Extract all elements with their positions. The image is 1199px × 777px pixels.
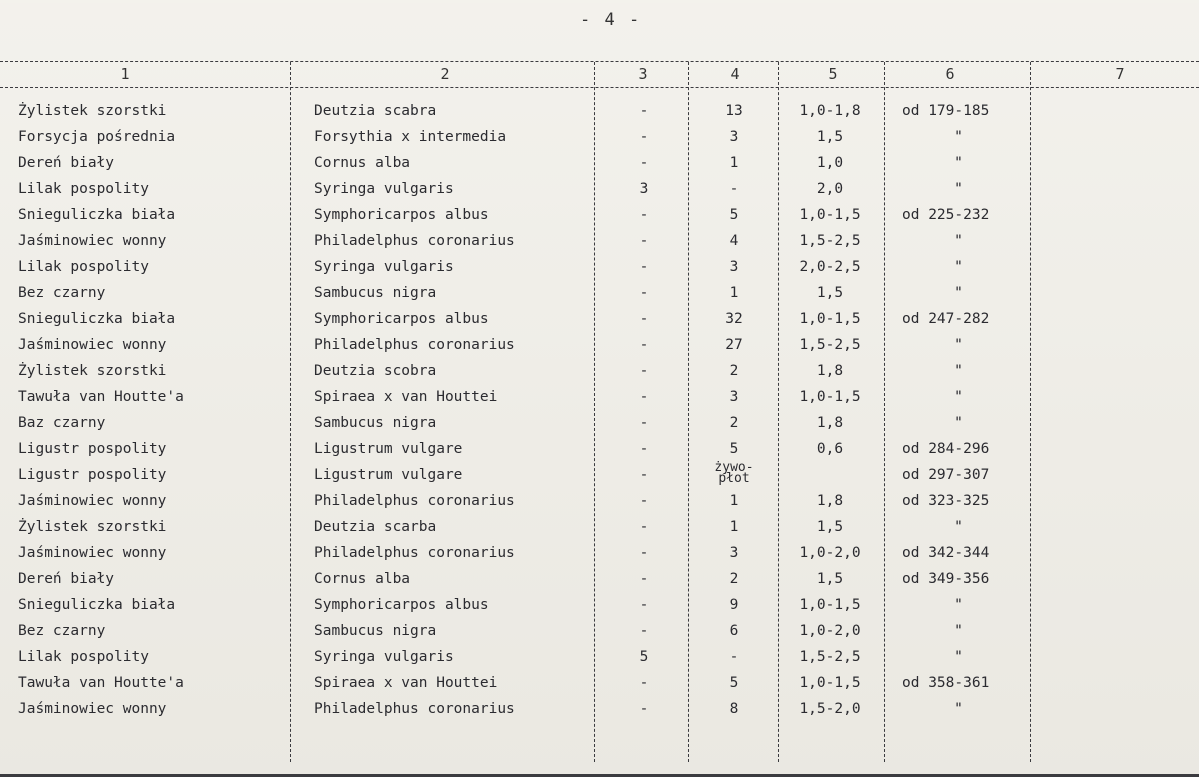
- row-13-latin-name: Sambucus nigra: [314, 415, 437, 431]
- row-11-latin-name: Deutzia scobra: [314, 363, 437, 379]
- row-11-polish-name: Żylistek szorstki: [18, 363, 167, 379]
- row-20-latin-name: Symphoricarpos albus: [314, 597, 489, 613]
- row-24-col4: 8: [729, 701, 739, 717]
- row-21-col3: -: [639, 623, 649, 639]
- row-9-polish-name: Snieguliczka biała: [18, 311, 176, 327]
- row-24-col3: -: [639, 701, 649, 717]
- row-6-col4: 4: [729, 233, 739, 249]
- row-5-col5: 1,0-1,5: [799, 207, 861, 223]
- row-21-col6: ": [954, 623, 963, 639]
- row-12-col6: ": [954, 389, 963, 405]
- row-21-col5: 1,0-2,0: [799, 623, 861, 639]
- row-20-col5: 1,0-1,5: [799, 597, 861, 613]
- row-4-polish-name: Lilak pospolity: [18, 181, 149, 197]
- row-14-polish-name: Ligustr pospolity: [18, 441, 167, 457]
- row-24-col5: 1,5-2,0: [799, 701, 861, 717]
- row-13-col4: 2: [729, 415, 739, 431]
- row-19-col4: 2: [729, 571, 739, 587]
- row-2-latin-name: Forsythia x intermedia: [314, 129, 507, 145]
- row-3-polish-name: Dereń biały: [18, 155, 115, 171]
- row-5-col6: od 225-232: [902, 207, 990, 223]
- row-4-col4: -: [729, 181, 739, 197]
- row-6-col3: -: [639, 233, 649, 249]
- row-23-latin-name: Spiraea x van Houttei: [314, 675, 498, 691]
- column-header-5: 5: [828, 65, 838, 83]
- row-17-col3: -: [639, 519, 649, 535]
- row-6-col5: 1,5-2,5: [799, 233, 861, 249]
- row-21-col4: 6: [729, 623, 739, 639]
- row-8-polish-name: Bez czarny: [18, 285, 106, 301]
- row-2-col6: ": [954, 129, 963, 145]
- row-9-col3: -: [639, 311, 649, 327]
- row-6-latin-name: Philadelphus coronarius: [314, 233, 515, 249]
- column-divider-3-4: [688, 62, 689, 762]
- column-divider-5-6: [884, 62, 885, 762]
- row-22-latin-name: Syringa vulgaris: [314, 649, 454, 665]
- row-10-polish-name: Jaśminowiec wonny: [18, 337, 167, 353]
- row-8-col6: ": [954, 285, 963, 301]
- row-22-col3: 5: [639, 649, 649, 665]
- row-13-col3: -: [639, 415, 649, 431]
- row-4-latin-name: Syringa vulgaris: [314, 181, 454, 197]
- row-5-col4: 5: [729, 207, 739, 223]
- row-16-polish-name: Jaśminowiec wonny: [18, 493, 167, 509]
- row-19-polish-name: Dereń biały: [18, 571, 115, 587]
- row-14-col6: od 284-296: [902, 441, 990, 457]
- row-7-polish-name: Lilak pospolity: [18, 259, 149, 275]
- row-9-col5: 1,0-1,5: [799, 311, 861, 327]
- row-2-polish-name: Forsycja pośrednia: [18, 129, 176, 145]
- row-20-col3: -: [639, 597, 649, 613]
- row-1-polish-name: Żylistek szorstki: [18, 103, 167, 119]
- row-6-col6: ": [954, 233, 963, 249]
- row-23-col5: 1,0-1,5: [799, 675, 861, 691]
- row-20-col4: 9: [729, 597, 739, 613]
- row-22-col5: 1,5-2,5: [799, 649, 861, 665]
- row-17-col4: 1: [729, 519, 739, 535]
- row-14-latin-name: Ligustrum vulgare: [314, 441, 463, 457]
- row-7-col3: -: [639, 259, 649, 275]
- row-17-polish-name: Żylistek szorstki: [18, 519, 167, 535]
- row-8-col4: 1: [729, 285, 739, 301]
- header-top-rule: [0, 61, 1199, 62]
- column-divider-4-5: [778, 62, 779, 762]
- row-16-latin-name: Philadelphus coronarius: [314, 493, 515, 509]
- row-20-col6: ": [954, 597, 963, 613]
- row-18-col6: od 342-344: [902, 545, 990, 561]
- row-12-latin-name: Spiraea x van Houttei: [314, 389, 498, 405]
- row-24-latin-name: Philadelphus coronarius: [314, 701, 515, 717]
- row-17-latin-name: Deutzia scarba: [314, 519, 437, 535]
- row-2-col4: 3: [729, 129, 739, 145]
- row-1-latin-name: Deutzia scabra: [314, 103, 437, 119]
- row-1-col6: od 179-185: [902, 103, 990, 119]
- row-22-col6: ": [954, 649, 963, 665]
- row-15-col4-line1: żywo-: [714, 460, 754, 475]
- row-9-col4: 32: [725, 311, 743, 327]
- row-3-col4: 1: [729, 155, 739, 171]
- column-divider-2-3: [594, 62, 595, 762]
- row-13-col6: ": [954, 415, 963, 431]
- row-13-polish-name: Baz czarny: [18, 415, 106, 431]
- row-3-col6: ": [954, 155, 963, 171]
- row-1-col3: -: [639, 103, 649, 119]
- row-10-col5: 1,5-2,5: [799, 337, 861, 353]
- row-6-polish-name: Jaśminowiec wonny: [18, 233, 167, 249]
- row-18-col5: 1,0-2,0: [799, 545, 861, 561]
- row-12-col4: 3: [729, 389, 739, 405]
- row-4-col6: ": [954, 181, 963, 197]
- row-8-latin-name: Sambucus nigra: [314, 285, 437, 301]
- row-19-col5: 1,5: [816, 571, 844, 587]
- row-10-col3: -: [639, 337, 649, 353]
- row-12-polish-name: Tawuła van Houtte'a: [18, 389, 184, 405]
- row-15-col4-line2: płot: [718, 471, 750, 486]
- row-14-col5: 0,6: [816, 441, 844, 457]
- row-2-col5: 1,5: [816, 129, 844, 145]
- row-22-col4: -: [729, 649, 739, 665]
- column-header-6: 6: [945, 65, 955, 83]
- row-19-col6: od 349-356: [902, 571, 990, 587]
- column-header-1: 1: [120, 65, 130, 83]
- row-22-polish-name: Lilak pospolity: [18, 649, 149, 665]
- row-15-polish-name: Ligustr pospolity: [18, 467, 167, 483]
- row-3-col3: -: [639, 155, 649, 171]
- header-bottom-rule: [0, 87, 1199, 88]
- row-18-polish-name: Jaśminowiec wonny: [18, 545, 167, 561]
- row-1-col4: 13: [725, 103, 743, 119]
- row-24-polish-name: Jaśminowiec wonny: [18, 701, 167, 717]
- row-11-col5: 1,8: [816, 363, 844, 379]
- row-16-col3: -: [639, 493, 649, 509]
- row-23-col3: -: [639, 675, 649, 691]
- row-5-col3: -: [639, 207, 649, 223]
- row-24-col6: ": [954, 701, 963, 717]
- column-divider-1-2: [290, 62, 291, 762]
- row-18-latin-name: Philadelphus coronarius: [314, 545, 515, 561]
- row-18-col4: 3: [729, 545, 739, 561]
- row-11-col6: ": [954, 363, 963, 379]
- row-7-col6: ": [954, 259, 963, 275]
- page-number: - 4 -: [580, 10, 642, 30]
- row-5-polish-name: Snieguliczka biała: [18, 207, 176, 223]
- row-10-latin-name: Philadelphus coronarius: [314, 337, 515, 353]
- row-19-latin-name: Cornus alba: [314, 571, 411, 587]
- row-13-col5: 1,8: [816, 415, 844, 431]
- row-9-latin-name: Symphoricarpos albus: [314, 311, 489, 327]
- row-16-col5: 1,8: [816, 493, 844, 509]
- row-15-col6: od 297-307: [902, 467, 990, 483]
- row-9-col6: od 247-282: [902, 311, 990, 327]
- row-16-col4: 1: [729, 493, 739, 509]
- row-20-polish-name: Snieguliczka biała: [18, 597, 176, 613]
- row-4-col3: 3: [639, 181, 649, 197]
- row-3-col5: 1,0: [816, 155, 844, 171]
- row-17-col5: 1,5: [816, 519, 844, 535]
- row-17-col6: ": [954, 519, 963, 535]
- column-header-4: 4: [730, 65, 740, 83]
- row-4-col5: 2,0: [816, 181, 844, 197]
- row-8-col5: 1,5: [816, 285, 844, 301]
- row-12-col5: 1,0-1,5: [799, 389, 861, 405]
- row-11-col3: -: [639, 363, 649, 379]
- row-15-latin-name: Ligustrum vulgare: [314, 467, 463, 483]
- row-8-col3: -: [639, 285, 649, 301]
- row-15-col3: -: [639, 467, 649, 483]
- row-7-col4: 3: [729, 259, 739, 275]
- row-16-col6: od 323-325: [902, 493, 990, 509]
- row-23-col6: od 358-361: [902, 675, 990, 691]
- row-23-col4: 5: [729, 675, 739, 691]
- row-11-col4: 2: [729, 363, 739, 379]
- row-7-latin-name: Syringa vulgaris: [314, 259, 454, 275]
- row-10-col4: 27: [725, 337, 743, 353]
- column-header-2: 2: [440, 65, 450, 83]
- row-7-col5: 2,0-2,5: [799, 259, 861, 275]
- row-14-col3: -: [639, 441, 649, 457]
- row-1-col5: 1,0-1,8: [799, 103, 861, 119]
- row-3-latin-name: Cornus alba: [314, 155, 411, 171]
- row-14-col4: 5: [729, 441, 739, 457]
- row-23-polish-name: Tawuła van Houtte'a: [18, 675, 184, 691]
- row-10-col6: ": [954, 337, 963, 353]
- row-2-col3: -: [639, 129, 649, 145]
- column-header-7: 7: [1115, 65, 1125, 83]
- row-21-polish-name: Bez czarny: [18, 623, 106, 639]
- row-21-latin-name: Sambucus nigra: [314, 623, 437, 639]
- row-5-latin-name: Symphoricarpos albus: [314, 207, 489, 223]
- row-15-col4: [690, 462, 778, 484]
- row-19-col3: -: [639, 571, 649, 587]
- row-12-col3: -: [639, 389, 649, 405]
- column-header-3: 3: [638, 65, 648, 83]
- row-18-col3: -: [639, 545, 649, 561]
